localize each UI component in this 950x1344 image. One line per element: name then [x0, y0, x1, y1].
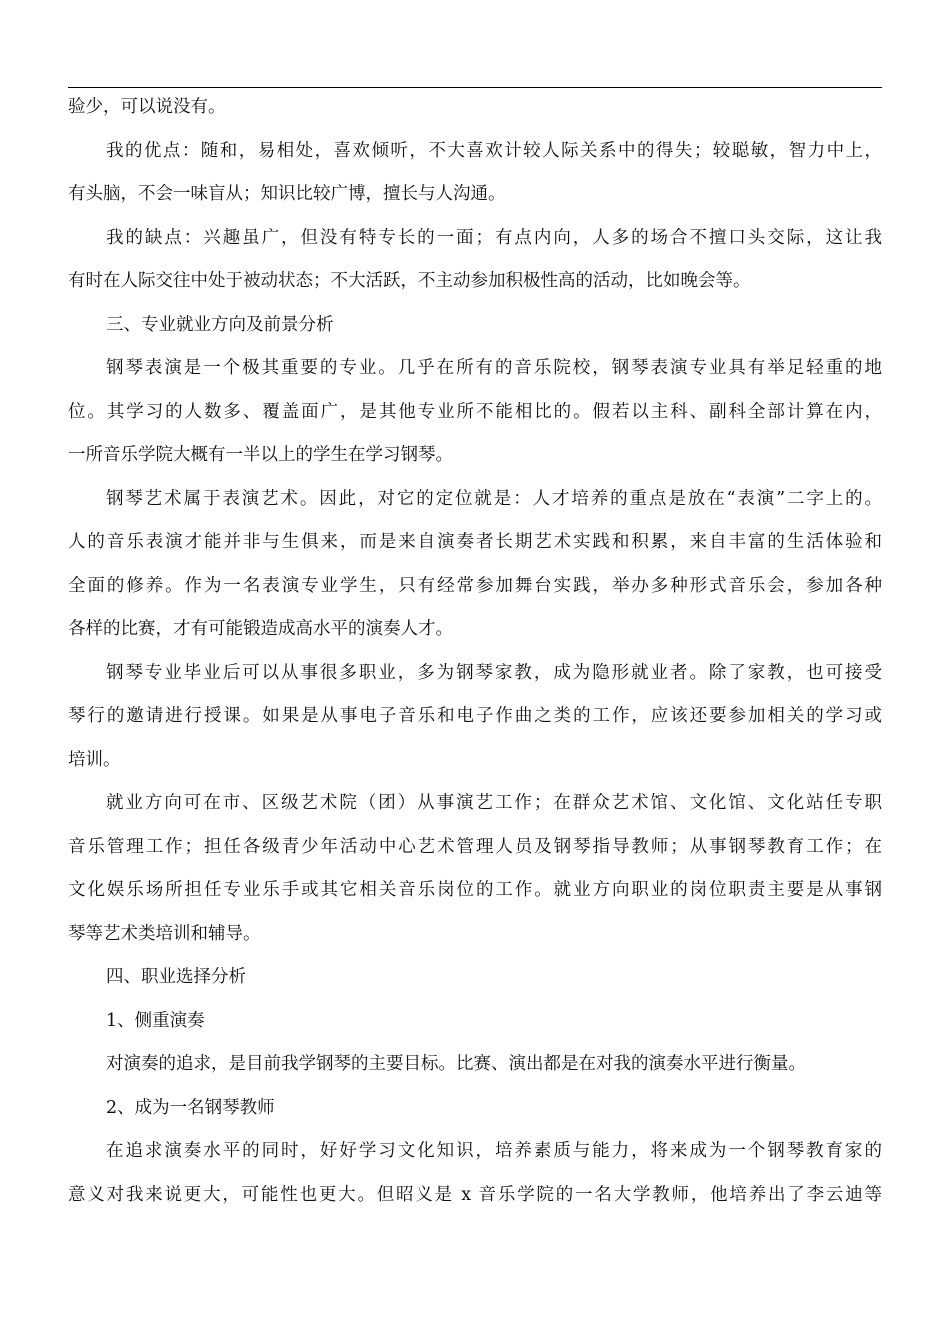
- text-line: 意义对我来说更大，可能性也更大。但昭义是 x 音乐学院的一名大学教师，他培养出了李云迪等: [68, 1184, 882, 1205]
- text-line: 琴等艺术类培训和辅导。: [68, 923, 261, 944]
- header-rule: [68, 87, 882, 88]
- text-line: 培训。: [68, 749, 121, 770]
- text-line: 有头脑，不会一味盲从；知识比较广博，擅长与人沟通。: [68, 184, 506, 204]
- text-line: 我的缺点：兴趣虽广，但没有特专长的一面；有点内向，人多的场合不擅口头交际，这让我: [106, 227, 882, 248]
- text-line: 钢琴艺术属于表演艺术。因此，对它的定位就是：人才培养的重点是放在“表演”二字上的。: [106, 488, 882, 509]
- text-line: 2、成为一名钢琴教师: [106, 1097, 275, 1118]
- text-line: 四、职业选择分析: [106, 967, 246, 987]
- text-line: 钢琴专业毕业后可以从事很多职业，多为钢琴家教，成为隐形就业者。除了家教，也可接受: [106, 662, 882, 683]
- text-line: 全面的修养。作为一名表演专业学生，只有经常参加舞台实践，举办多种形式音乐会，参加各种: [68, 575, 882, 596]
- text-line: 在追求演奏水平的同时，好好学习文化知识，培养素质与能力，将来成为一个钢琴教育家的: [106, 1141, 882, 1161]
- text-line: 对演奏的追求，是目前我学钢琴的主要目标。比赛、演出都是在对我的演奏水平进行衡量。: [106, 1054, 806, 1074]
- text-line: 各样的比赛，才有可能锻造成高水平的演奏人才。: [68, 619, 453, 639]
- text-line: 我的优点：随和，易相处，喜欢倾听，不大喜欢计较人际关系中的得失；较聪敏，智力中上，: [106, 140, 882, 161]
- document-body: [68, 93, 882, 1224]
- text-line: 钢琴表演是一个极其重要的专业。几乎在所有的音乐院校，钢琴表演专业具有举足轻重的地: [106, 358, 882, 378]
- text-line: 三、专业就业方向及前景分析: [106, 314, 334, 335]
- text-line: 验少，可以说没有。: [68, 97, 226, 117]
- text-line: 琴行的邀请进行授课。如果是从事电子音乐和电子作曲之类的工作，应该还要参加相关的学习或: [68, 706, 882, 726]
- text-line: 有时在人际交往中处于被动状态；不大活跃，不主动参加积极性高的活动，比如晚会等。: [68, 271, 751, 291]
- text-line: 位。其学习的人数多、覆盖面广，是其他专业所不能相比的。假若以主科、副科全部计算在内，: [68, 401, 882, 422]
- text-line: 一所音乐学院大概有一半以上的学生在学习钢琴。: [68, 445, 453, 465]
- text-line: 1、侧重演奏: [106, 1010, 205, 1031]
- text-line: 文化娱乐场所担任专业乐手或其它相关音乐岗位的工作。就业方向职业的岗位职责主要是从事钢: [68, 880, 882, 900]
- text-line: 就业方向可在市、区级艺术院（团）从事演艺工作；在群众艺术馆、文化馆、文化站任专职: [106, 793, 882, 813]
- text-line: 人的音乐表演才能并非与生俱来，而是来自演奏者长期艺术实践和积累，来自丰富的生活体验和: [68, 532, 882, 552]
- text-line: 音乐管理工作；担任各级青少年活动中心艺术管理人员及钢琴指导教师；从事钢琴教育工作；在: [68, 836, 882, 857]
